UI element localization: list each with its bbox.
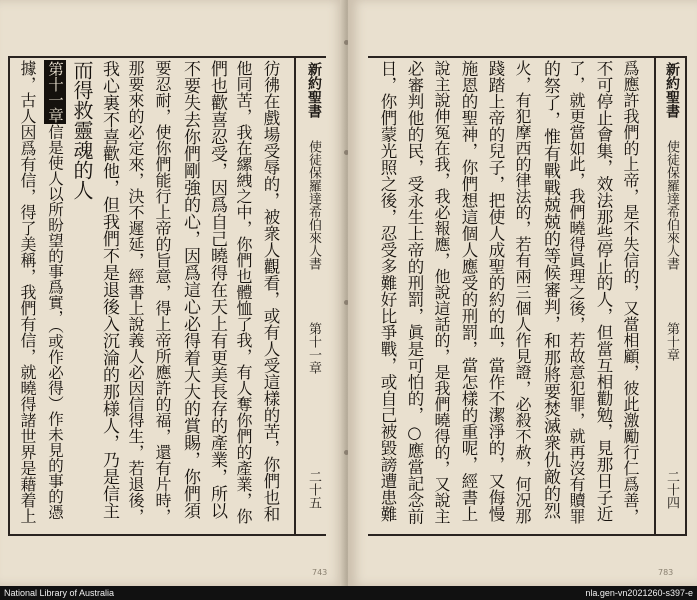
text-line: 施恩的聖神，你們想這個人應受的刑罰，當怎樣的重呢，經書上 xyxy=(459,60,478,522)
text-line: 火，有犯摩西的律法的，若有兩三個人作見證，必殺不赦，何况那 xyxy=(513,60,532,524)
text-line: 的祭了，惟有戰戰兢兢的等候審判，和那將要焚滅衆仇敵的烈 xyxy=(540,60,560,519)
right-text-column xyxy=(374,60,644,530)
top-rule xyxy=(368,56,686,58)
page-number: 二十四 xyxy=(664,470,679,509)
footer-bar xyxy=(0,586,697,600)
text-line: 們也歡喜忍受，因爲自己曉得在天上有更美長存的產業，所以 xyxy=(207,60,227,519)
left-page xyxy=(0,0,346,586)
chapter-heading: 第十一章 xyxy=(46,61,64,123)
right-page xyxy=(348,0,697,586)
text-line: 踐踏上帝的兒子，把使人成聖的約的血，當作不潔淨的，又侮慢 xyxy=(486,60,505,522)
book-title: 使徒保羅達希伯來人書 xyxy=(306,140,321,270)
text-line: 我心裏不喜歡他，但我們不是退後入沉淪的那様人，乃是信主 xyxy=(99,60,119,519)
margin-rule xyxy=(294,56,296,536)
page-number: 二十五 xyxy=(306,470,321,509)
footer-library-name: National Library of Australia xyxy=(4,588,115,598)
bottom-rule xyxy=(8,534,326,536)
text-line: 不要失去你們剛強的心，因爲這心必得着大大的賞賜，你們須 xyxy=(180,60,200,519)
margin-rule xyxy=(654,56,656,536)
bottom-rule xyxy=(368,534,686,536)
text-line: 說主說伸冤在我，我必報應，他說這話的，是我們曉得的，又說主 xyxy=(432,60,451,524)
chapter-label: 第十一章 xyxy=(306,322,321,374)
text-line: 彷彿在戲場受辱的，被衆人觀看，或有人受這樣的苦，你們也和 xyxy=(261,60,280,522)
pencil-mark: 783 xyxy=(658,568,674,577)
chapter-label: 第十章 xyxy=(664,322,679,361)
chapter-start-line xyxy=(41,60,68,530)
text-line: 爲應許我們的上帝，是不失信的，又當相顧，彼此激勵行仁爲善， xyxy=(621,60,640,524)
footer-identifier: nla.gen-vn2021260-s397-e xyxy=(585,588,693,598)
text-line: 要忍耐，使你們能行上帝的旨意，得上帝所應許的福，還有片時， xyxy=(153,60,172,524)
running-title: 新約聖書 xyxy=(664,62,680,118)
running-title: 新約聖書 xyxy=(306,62,322,118)
text-line: 那要來的必定來，決不遲延，經書上說義人必因信得生，若退後， xyxy=(126,60,145,524)
text-line: 日，你們蒙光照之後，忍受多難好比爭戰，或自己被毀謗遭患難 xyxy=(378,60,397,522)
text-line: 了，就更當如此，我們曉得眞理之後，若故意犯罪，就再沒有贖罪 xyxy=(567,60,586,524)
top-rule xyxy=(8,56,326,58)
pencil-mark: 743 xyxy=(312,568,328,577)
text-line: 不可停止會集，效法那些停止的人，但當互相勸勉，見那日子近 xyxy=(594,60,613,522)
left-text-column xyxy=(14,60,284,530)
left-border-rule xyxy=(8,56,10,536)
book-title: 使徒保羅達希伯來人書 xyxy=(664,140,679,270)
text-line: 必審判他的民，受永生上帝的刑罰，眞是可怕的，○應當記念前 xyxy=(405,60,424,525)
text-line: 他同苦，我在縲絏之中，你們也體恤了我，有人奪你們的產業，你 xyxy=(234,60,253,524)
text-line: 信是使人以所盼望的事爲實，（或作必得）作未見的事的憑 xyxy=(46,124,64,520)
right-border-rule xyxy=(685,56,687,536)
text-line: 據，古人因爲有信，得了美稱，我們有信，就曉得諸世界是藉着上 xyxy=(18,60,37,524)
text-line: 而得救靈魂的人 xyxy=(70,60,94,200)
